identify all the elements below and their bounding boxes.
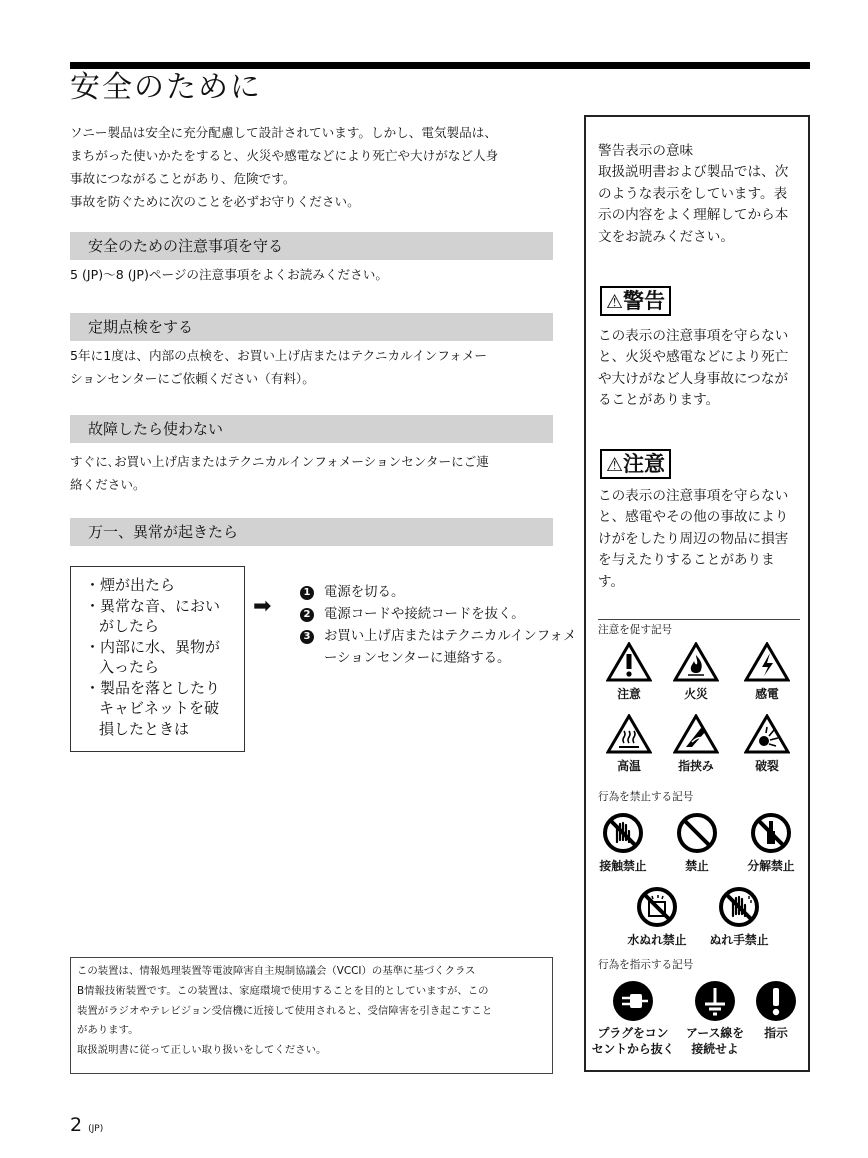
fire-triangle-icon xyxy=(673,642,719,682)
caution-triangle-icon: ⚠ xyxy=(606,454,624,476)
step-text: お買い上げ店またはテクニカルインフォメーションセンターに連絡する。 xyxy=(324,629,577,666)
step-number: 2 xyxy=(300,608,314,622)
attention-icon xyxy=(738,642,796,702)
meaning-line: 取扱説明書および製品では、次 xyxy=(598,164,789,181)
instruction-icon xyxy=(680,980,750,1057)
warning-line: この表示の注意事項を守らない xyxy=(598,328,789,344)
symptom-item: ・内部に水、異物が 入ったら xyxy=(85,637,236,676)
prohibition-icon-label: ぬれ手禁止 xyxy=(709,933,769,947)
no-water-icon xyxy=(636,886,678,928)
instruction-icon xyxy=(590,980,676,1057)
section-line: 5年に1度は、内部の点検を、お買い上げ店またはテクニカルインフォメー xyxy=(70,348,488,363)
vcci-line: があります。 xyxy=(77,1024,139,1037)
caution-line: けがをしたり周辺の物品に損害 xyxy=(598,530,789,547)
section-body-malfunction xyxy=(70,450,560,496)
step-item xyxy=(300,582,589,604)
prohibition-icon xyxy=(592,812,654,874)
section-line: ションセンターにご依頼ください（有料）。 xyxy=(70,371,315,386)
attention-icon xyxy=(667,642,725,702)
section-body-safety-rules xyxy=(70,263,560,286)
ground-icon xyxy=(694,980,736,1022)
symptom-item: ・煙が出たら xyxy=(85,576,176,594)
section-line: 絡ください。 xyxy=(70,477,146,492)
intro-line: 事故を防ぐために次のことを必ずお守りください。 xyxy=(70,194,360,209)
section-heading-malfunction: 故障したら使わない xyxy=(70,415,553,443)
symptom-box xyxy=(70,566,245,752)
prohibition-icon-label: 禁止 xyxy=(685,859,709,873)
instruction-symbols-label: 行為を指示する記号 xyxy=(598,959,694,971)
page-number xyxy=(70,1114,103,1136)
prohibition-icon xyxy=(666,812,728,874)
step-number: 1 xyxy=(300,586,314,600)
prohibition-icon-label: 分解禁止 xyxy=(747,859,795,873)
exclamation-triangle-icon xyxy=(606,642,652,682)
section-heading-safety-rules: 安全のための注意事項を守る xyxy=(70,232,553,260)
instruction-icon xyxy=(750,980,802,1041)
sidebar-divider xyxy=(598,619,800,620)
no-touch-icon xyxy=(602,812,644,854)
caution-description xyxy=(598,486,803,593)
prohibition-icon xyxy=(738,812,804,874)
prohibited-icon xyxy=(676,812,718,854)
step-text: 電源コードや接続コードを抜く。 xyxy=(324,607,525,622)
intro-line: 事故につながることがあり、危険です。 xyxy=(70,171,296,186)
warning-label: 警告 xyxy=(623,289,666,313)
meaning-line: のような表示をしています。表 xyxy=(598,185,788,202)
instruction-icon-label: 接続せよ xyxy=(691,1042,739,1056)
page-title: 安全のために xyxy=(70,70,262,105)
vcci-notice xyxy=(70,957,553,1074)
vcci-line: この装置は、情報処理装置等電波障害自主規制協議会（VCCI）の基準に基づくクラス xyxy=(77,965,476,977)
meaning-line: 文をお読みください。 xyxy=(598,228,734,245)
attention-icon-label: 注意 xyxy=(617,687,641,701)
instruction-icon-label: プラグをコン xyxy=(597,1026,669,1040)
emergency-steps xyxy=(300,582,589,670)
attention-icon-label: 破裂 xyxy=(755,759,779,773)
attention-icon xyxy=(667,714,725,774)
no-disassembly-icon xyxy=(750,812,792,854)
high-temperature-triangle-icon xyxy=(606,714,652,754)
prohibition-icon xyxy=(622,886,692,948)
caution-line: この表示の注意事項を守らない xyxy=(598,488,789,504)
section-heading-inspection: 定期点検をする xyxy=(70,313,553,341)
attention-symbols-label: 注意を促す記号 xyxy=(598,624,673,636)
page-suffix: (JP) xyxy=(88,1124,104,1134)
warning-legend-sidebar xyxy=(584,115,810,1072)
electric-shock-triangle-icon xyxy=(744,642,790,682)
unplug-icon xyxy=(612,980,654,1022)
instruction-icon-label: アース線を xyxy=(685,1026,745,1040)
warning-line: や大けがなど人身事故につなが xyxy=(598,370,789,387)
vcci-line: B情報技術装置です。この装置は、家庭環境で使用することを目的としていますが、この xyxy=(77,984,489,997)
intro-line: ソニー製品は安全に充分配慮して設計されています。しかし、電気製品は、 xyxy=(70,125,497,140)
warning-line: と、火災や感電などにより死亡 xyxy=(598,349,789,366)
explosion-triangle-icon xyxy=(744,714,790,754)
attention-icon xyxy=(738,714,796,774)
symptom-item: ・製品を落としたり キャビネットを破 損したときは xyxy=(85,678,236,738)
section-body-inspection xyxy=(70,344,560,390)
attention-icon-label: 火災 xyxy=(684,687,708,701)
prohibition-icon xyxy=(702,886,776,948)
vcci-line: 取扱説明書に従って正しい取り扱いをしてください。 xyxy=(77,1044,327,1057)
caution-line: と、感電やその他の事故により xyxy=(598,509,789,526)
prohibition-icon-label: 水ぬれ禁止 xyxy=(627,933,687,947)
step-number: 3 xyxy=(300,630,314,644)
symptom-item: ・異常な音、におい がしたら xyxy=(85,596,236,635)
finger-pinch-triangle-icon xyxy=(673,714,719,754)
attention-icon xyxy=(600,714,658,774)
prohibition-icon-label: 接触禁止 xyxy=(599,859,647,873)
step-item xyxy=(300,626,589,670)
meaning-line: 示の内容をよく理解してから本 xyxy=(598,207,789,224)
page-number-value: 2 xyxy=(70,1114,83,1136)
attention-icon-label: 感電 xyxy=(755,687,779,701)
instruction-icon-label: セントから抜く xyxy=(591,1042,675,1056)
vcci-line: 装置がラジオやテレビジョン受信機に近接して使用されると、受信障害を引き起こすこと xyxy=(77,1004,493,1017)
prohibition-symbols-label: 行為を禁止する記号 xyxy=(598,791,694,803)
attention-icon xyxy=(600,642,658,702)
warning-triangle-icon: ⚠ xyxy=(606,291,624,313)
instruction-icon-label: 指示 xyxy=(764,1026,788,1040)
caution-label-box xyxy=(600,449,671,479)
intro-paragraph xyxy=(70,121,560,213)
attention-icon-label: 高温 xyxy=(617,759,641,773)
warning-label-box xyxy=(600,286,671,316)
no-wet-hands-icon xyxy=(718,886,760,928)
right-arrow-icon: ➡ xyxy=(253,594,272,619)
intro-line: まちがった使いかたをすると、火災や感電などにより死亡や大けがなど人身 xyxy=(70,148,499,163)
caution-line: す。 xyxy=(598,573,625,590)
attention-icon-label: 指挟み xyxy=(678,759,714,773)
warning-description xyxy=(598,326,803,412)
meaning-title: 警告表示の意味 xyxy=(598,143,694,159)
meaning-block xyxy=(598,141,803,248)
caution-label: 注意 xyxy=(623,452,666,476)
step-text: 電源を切る。 xyxy=(324,585,405,600)
section-line: 5 (JP)～8 (JP)ページの注意事項をよくお読みください。 xyxy=(70,267,388,282)
warning-line: ることがあります。 xyxy=(598,392,720,409)
instruction-exclamation-icon xyxy=(755,980,797,1022)
section-line: すぐに､お買い上げ店またはテクニカルインフォメーションセンターにご連 xyxy=(70,454,489,469)
section-heading-emergency: 万一、異常が起きたら xyxy=(70,518,553,546)
step-item xyxy=(300,604,589,626)
caution-line: を与えたりすることがありま xyxy=(598,552,775,569)
